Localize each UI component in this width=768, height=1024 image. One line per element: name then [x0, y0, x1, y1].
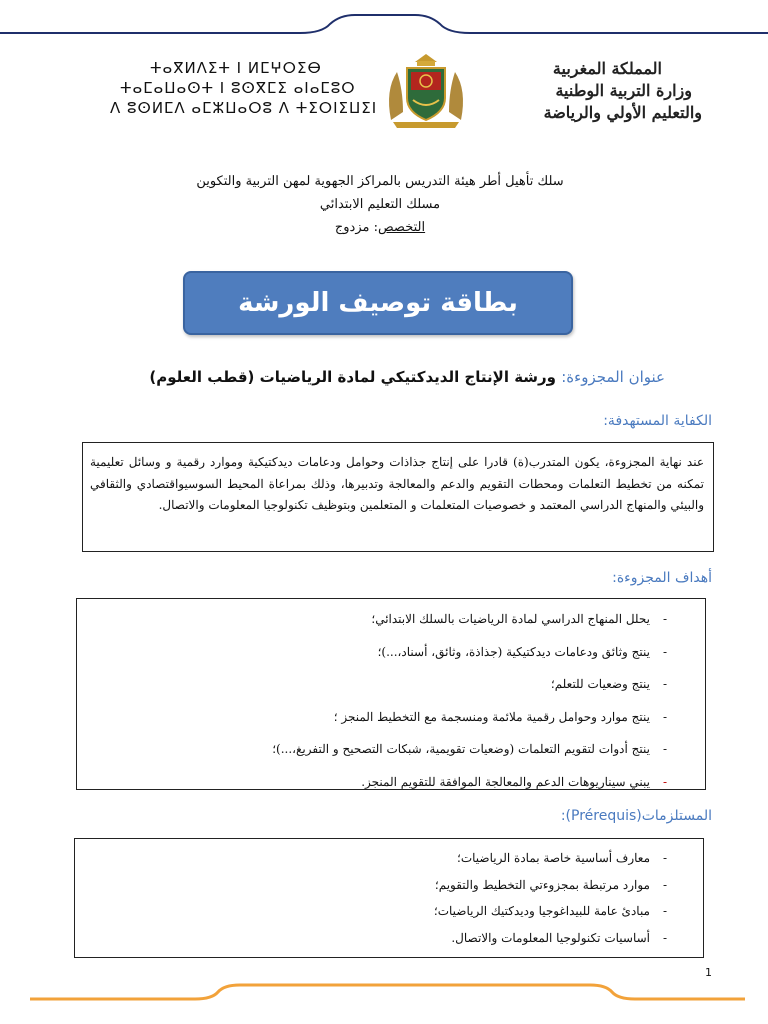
header-decorative-line	[0, 0, 768, 40]
module-title-label: عنوان المجزوءة:	[561, 368, 665, 386]
competence-text: عند نهاية المجزوءة، يكون المتدرب(ة) قادرا على إنتاج جذاذات وحوامل ودعامات ديدكتيكية وموارد رقمية و وسائل تعليمية تمكنه من تخطيط التعلمات ومحطات التقويم والدعم والمعالجة وتدبيرها، وذلك بمراعاة المحيط السوسيواقتصادي والثقافي والبيئي والمنهاج الدراسي المعتمد و خصوصيات المتعلمات و المتعلمين وبتوظيف تكنولوجيا المعلومات والاتصال.	[90, 455, 704, 512]
module-title-row	[120, 368, 665, 386]
specialty-value: : مزدوج	[334, 220, 378, 235]
ministry-name-arabic	[472, 58, 702, 124]
tifinagh-ministry-name	[110, 58, 378, 118]
module-title-value: ورشة الإنتاج الديدكتيكي لمادة الرياضيات (قطب العلوم)	[149, 368, 556, 386]
prerequisite-item: - مبادئ عامة للبيداغوجيا وديدكتيك الرياضيات؛	[100, 898, 680, 925]
prerequisite-item: - معارف أساسية خاصة بمادة الرياضيات؛	[100, 845, 680, 872]
program-track: مسلك التعليم الابتدائي	[319, 197, 441, 212]
program-info	[150, 170, 610, 239]
coat-of-arms-emblem	[383, 50, 469, 130]
prerequisite-text: أساسيات تكنولوجيا المعلومات والاتصال.	[451, 930, 650, 945]
ministry-line: المملكة المغربية	[552, 59, 662, 78]
prerequisite-text: موارد مرتبطة بمجزوءتي التخطيط والتقويم؛	[434, 877, 650, 892]
objective-item: - ينتج أدوات لتقويم التعلمات (وضعيات تقويمية، شبكات التصحيح و التفريغ،...)؛	[100, 733, 680, 766]
footer-decorative-line	[0, 982, 768, 1002]
tifinagh-line: ⴷ ⵓⵙⵍⵎⴷ ⴰⵎⵣⵡⴰⵔⵓ ⴷ ⵜⵉⵔⵏⵉⵡⵉⵏ	[110, 99, 378, 117]
objective-item: - ينتج وثائق ودعامات ديدكتيكية (جذاذة، وثائق، أسناد،...)؛	[100, 636, 680, 669]
tifinagh-line: ⵜⴰⴳⵍⴷⵉⵜ ⵏ ⵍⵎⵖⵔⵉⴱ	[150, 59, 322, 77]
objective-text: يحلل المنهاج الدراسي لمادة الرياضيات بالسلك الابتدائي؛	[371, 612, 650, 626]
program-specialty	[150, 216, 610, 239]
tifinagh-line: ⵜⴰⵎⴰⵡⴰⵙⵜ ⵏ ⵓⵙⴳⵎⵉ ⴰⵏⴰⵎⵓⵔ	[120, 79, 356, 97]
objective-text: يبني سيناريوهات الدعم والمعالجة الموافقة للتقويم المنجز.	[361, 774, 650, 789]
prerequisite-item: - أساسيات تكنولوجيا المعلومات والاتصال.	[100, 925, 680, 952]
objective-item: - يحلل المنهاج الدراسي لمادة الرياضيات بالسلك الابتدائي؛	[100, 603, 680, 636]
objectives-heading: أهداف المجزوءة:	[612, 570, 712, 586]
card-title-banner	[183, 271, 573, 335]
objectives-list	[100, 603, 680, 798]
page-number: 1	[705, 966, 712, 979]
specialty-label: التخصص	[378, 220, 426, 235]
prerequisite-item: - موارد مرتبطة بمجزوءتي التخطيط والتقويم؛	[100, 872, 680, 899]
prerequisite-text: مبادئ عامة للبيداغوجيا وديدكتيك الرياضيات؛	[433, 904, 650, 918]
objective-text: ينتج وثائق ودعامات ديدكتيكية (جذاذة، وثائق، أسناد،...)؛	[377, 644, 650, 659]
objective-text: ينتج موارد وحوامل رقمية ملائمة ومنسجمة مع التخطيط المنجز ؛	[333, 709, 650, 724]
card-title: بطاقة توصيف الورشة	[238, 288, 518, 318]
program-line: سلك تأهيل أطر هيئة التدريس بالمراكز الجهوية لمهن التربية والتكوين	[196, 174, 564, 189]
competence-heading: الكفاية المستهدفة:	[603, 413, 712, 429]
objective-text: ينتج أدوات لتقويم التعلمات (وضعيات تقويمية، شبكات التصحيح و التفريغ،...)؛	[272, 742, 650, 756]
ministry-line: والتعليم الأولي والرياضة	[543, 103, 702, 122]
prerequisite-text: معارف أساسية خاصة بمادة الرياضيات؛	[457, 851, 650, 865]
prerequisites-list	[100, 845, 680, 951]
prerequisites-heading: المستلزمات(Prérequis):	[560, 808, 712, 824]
ministry-line: وزارة التربية الوطنية	[555, 81, 692, 100]
objective-item: - ينتج موارد وحوامل رقمية ملائمة ومنسجمة مع التخطيط المنجز ؛	[100, 701, 680, 734]
objective-item: - ينتج وضعيات للتعلم؛	[100, 668, 680, 701]
objective-text: ينتج وضعيات للتعلم؛	[550, 677, 650, 691]
objective-item: - يبني سيناريوهات الدعم والمعالجة الموافقة للتقويم المنجز.	[100, 766, 680, 799]
